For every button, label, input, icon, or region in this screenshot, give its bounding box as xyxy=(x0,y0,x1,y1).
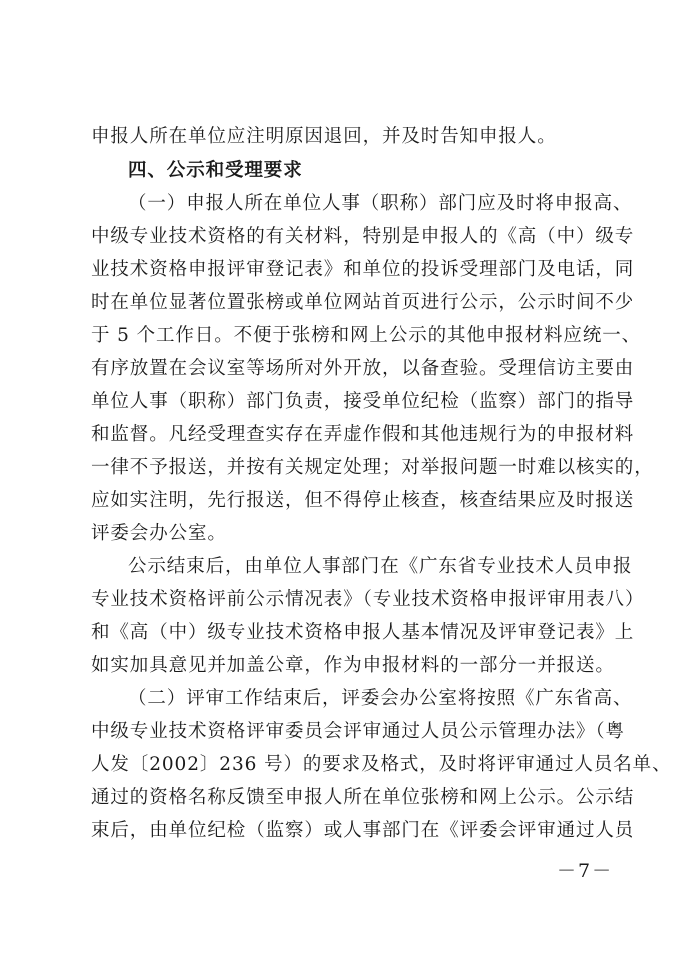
text-line: 束后，由单位纪检（监察）或人事部门在《评委会评审通过人员 xyxy=(91,820,635,841)
text-line: 和《高（中）级专业技术资格申报人基本情况及评审登记表》上 xyxy=(91,622,635,643)
text-line: 业技术资格申报评审登记表》和单位的投诉受理部门及电话，同 xyxy=(91,259,635,280)
text-line: 单位人事（职称）部门负责，接受单位纪检（监察）部门的指导 xyxy=(91,391,635,412)
text-line: 申报人所在单位应注明原因退回，并及时告知申报人。 xyxy=(91,126,557,147)
page-number: －7－ xyxy=(557,860,614,882)
text-line: 中级专业技术资格的有关材料，特别是申报人的《高（中）级专 xyxy=(91,226,635,247)
text-line: 应如实注明，先行报送，但不得停止核查，核查结果应及时报送 xyxy=(91,490,635,511)
text-line: 有序放置在会议室等场所对外开放，以备查验。受理信访主要由 xyxy=(91,358,635,379)
text-line: （二）评审工作结束后，评委会办公室将按照《广东省高、 xyxy=(128,688,633,709)
text-line: 人发〔2002〕236 号）的要求及格式，及时将评审通过人员名单、 xyxy=(91,754,672,775)
text-line: （一）申报人所在单位人事（职称）部门应及时将申报高、 xyxy=(128,193,633,214)
text-line: 和监督。凡经受理查实存在弄虚作假和其他违规行为的申报材料 xyxy=(91,424,635,445)
text-line: 专业技术资格评前公示情况表》（专业技术资格申报评审用表八） xyxy=(91,589,645,610)
text-line: 中级专业技术资格评审委员会评审通过人员公示管理办法》（粤 xyxy=(91,721,625,742)
text-line: 时在单位显著位置张榜或单位网站首页进行公示，公示时间不少 xyxy=(91,292,635,313)
text-line: 一律不予报送，并按有关规定处理；对举报问题一时难以核实的， xyxy=(91,457,654,478)
text-line: 评委会办公室。 xyxy=(91,523,227,544)
section-heading: 四、公示和受理要求 xyxy=(128,160,303,181)
text-line: 于 5 个工作日。不便于张榜和网上公示的其他申报材料应统一、 xyxy=(91,325,642,346)
text-line: 通过的资格名称反馈至申报人所在单位张榜和网上公示。公示结 xyxy=(91,787,635,808)
text-line: 如实加具意见并加盖公章，作为申报材料的一部分一并报送。 xyxy=(91,655,615,676)
text-line: 公示结束后，由单位人事部门在《广东省专业技术人员申报 xyxy=(128,556,633,577)
